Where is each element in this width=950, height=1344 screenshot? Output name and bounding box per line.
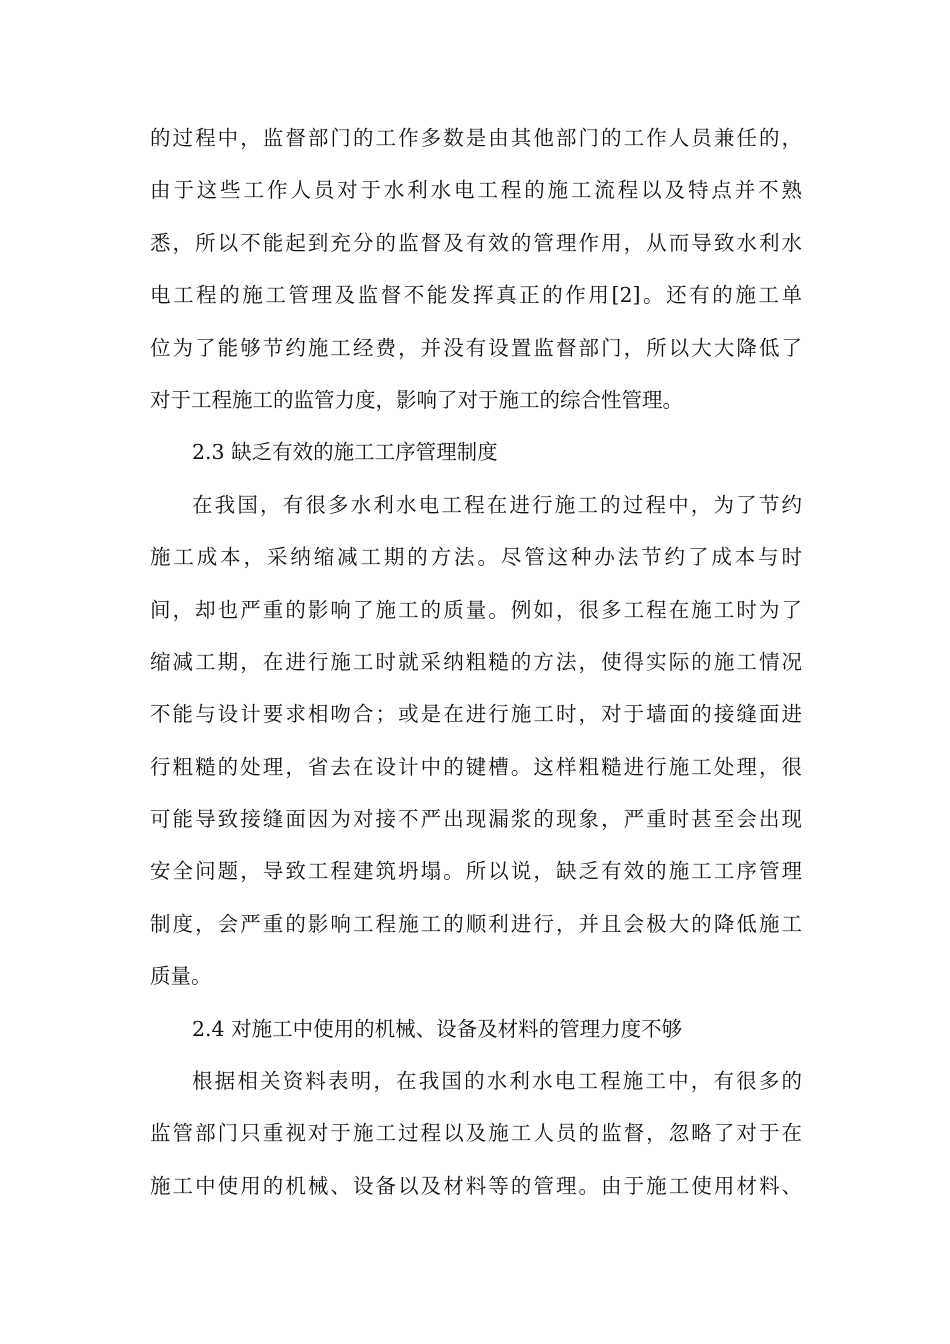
paragraph-line: 位为了能够节约施工经费，并没有设置监督部门，所以大大降低了 [150,335,802,360]
paragraph-line: 安全问题，导致工程建筑坍塌。所以说，缺乏有效的施工工序管理 [150,859,802,884]
paragraph-line: 根据相关资料表明，在我国的水利水电工程施工中，有很多的 [192,1069,802,1094]
paragraph-line: 对于工程施工的监管力度，影响了对于施工的综合性管理。 [150,387,683,412]
paragraph-line: 施工成本，采纳缩减工期的方法。尽管这种办法节约了成本与时 [150,545,802,570]
paragraph-line: 质量。 [150,964,212,989]
paragraph-line: 监管部门只重视对于施工过程以及施工人员的监督，忽略了对于在 [150,1121,802,1146]
document-body [150,112,802,1212]
paragraph-line: 由于这些工作人员对于水利水电工程的施工流程以及特点并不熟 [150,178,802,203]
paragraph-line: 悉，所以不能起到充分的监督及有效的管理作用，从而导致水利水 [150,230,802,255]
paragraph-line: 间，却也严重的影响了施工的质量。例如，很多工程在施工时为了 [150,597,802,622]
paragraph-line: 行粗糙的处理，省去在设计中的键槽。这样粗糙进行施工处理，很 [150,754,802,779]
paragraph-line: 电工程的施工管理及监督不能发挥真正的作用[2]。还有的施工单 [150,283,802,308]
paragraph-line: 的过程中，监督部门的工作多数是由其他部门的工作人员兼任的， [150,126,802,150]
section-heading: 2.3 缺乏有效的施工工序管理制度 [192,440,498,465]
paragraph-line: 在我国，有很多水利水电工程在进行施工的过程中，为了节约 [192,492,802,517]
paragraph-line: 制度，会严重的影响工程施工的顺利进行，并且会极大的降低施工 [150,911,802,936]
paragraph-line: 不能与设计要求相吻合；或是在进行施工时，对于墙面的接缝面进 [150,702,802,727]
paragraph-line: 施工中使用的机械、设备以及材料等的管理。由于施工使用材料、 [150,1173,802,1198]
paragraph-line: 可能导致接缝面因为对接不严出现漏浆的现象，严重时甚至会出现 [150,807,802,832]
section-heading: 2.4 对施工中使用的机械、设备及材料的管理力度不够 [192,1016,683,1041]
paragraph-line: 缩减工期，在进行施工时就采纳粗糙的方法，使得实际的施工情况 [150,649,802,674]
